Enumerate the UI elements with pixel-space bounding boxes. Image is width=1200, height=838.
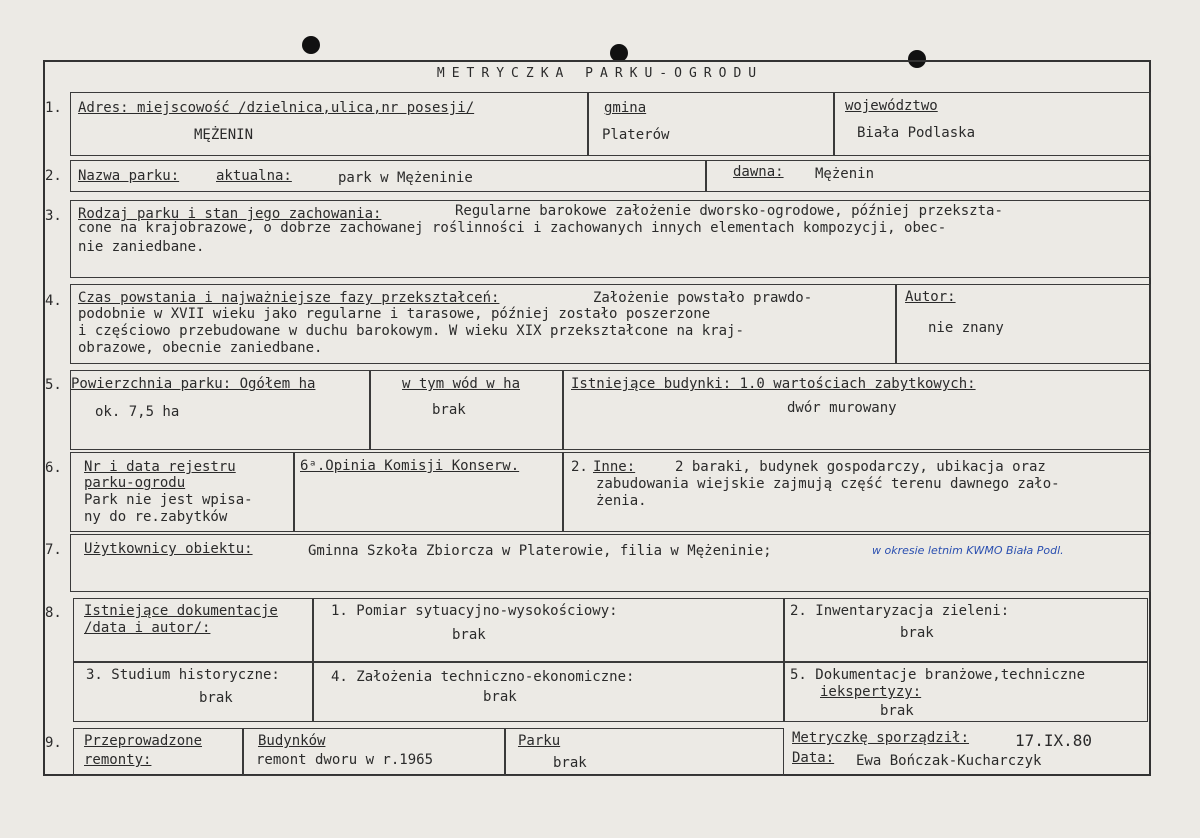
address-value: MĘŻENIN [194,127,254,143]
other-line: 2 baraki, budynek gospodarczy, ubikacja oraz [675,459,1046,475]
prepared-by-label: Metryczkę sporządził: [792,730,970,746]
buildings-value: dwór murowany [787,400,897,416]
historical-study-value: brak [199,690,233,706]
history-line: i częściowo przebudowane w duchu barokowym. W wieku XIX przekształcone na kraj- [78,323,744,339]
history-line: obrazowe, obecnie zaniedbane. [78,340,323,356]
other-label: Inne: [593,459,636,475]
park-renovation-value: brak [553,755,587,771]
history-line: podobnie w XVII wieku jako regularne i tarasowe, później zostało poszerzone [78,306,711,322]
documentation-label: /data i autor/: [84,620,211,636]
park-name-label: Nazwa parku: [78,168,180,184]
history-line: Założenie powstało prawdo- [593,290,813,306]
gmina-label: gmina [604,100,647,116]
technical-label: 4. Założenia techniczno-ekonomiczne: [331,669,635,685]
branch-docs-label: 5. Dokumentacje branżowe,techniczne [790,667,1086,683]
row-number: 7. [45,542,62,558]
handwritten-note: w okresie letnim KWMO Biała Podl. [872,544,1064,557]
park-type-line: Regularne barokowe założenie dworsko-ogrodowe, później przekszta- [455,203,1003,219]
documentation-label: Istniejące dokumentacje [84,603,278,619]
form-title: METRYCZKA PARKU-OGRODU [436,66,764,81]
park-type-label: Rodzaj parku i stan jego zachowania: [78,206,382,222]
register-label: parku-ogrodu [84,475,186,491]
row-number: 1. [45,100,62,116]
water-label: w tym wód w ha [402,376,521,392]
address-label: Adres: miejscowość /dzielnica,ulica,nr posesji/ [78,100,475,116]
prepared-author: Ewa Bończak-Kucharczyk [856,753,1042,769]
opinion-label: 6ᵃ.Opinia Komisji Konserw. [300,458,520,474]
wojewodztwo-label: województwo [845,98,938,114]
buildings-renovation-value: remont dworu w r.1965 [256,752,434,768]
survey-value: brak [452,627,486,643]
current-label: aktualna: [216,168,292,184]
row-number: 5. [45,377,62,393]
former-value: Mężenin [815,166,875,182]
wojewodztwo-value: Biała Podlaska [857,125,976,141]
buildings-renovation-label: Budynków [258,733,326,749]
area-label: Powierzchnia parku: Ogółem ha [71,376,316,392]
users-label: Użytkownicy obiektu: [84,541,253,557]
row-number: 6. [45,460,62,476]
gmina-value: Platerów [602,127,670,143]
users-value: Gminna Szkoła Zbiorcza w Platerowie, filia w Mężeninie; [308,543,772,559]
register-value: ny do re.zabytków [84,509,228,525]
park-type-line: cone na krajobrazowe, o dobrze zachowanej roślinności i zachowanych innych elementach kompozycji, obec- [78,220,947,236]
history-label: Czas powstania i najważniejsze fazy przekształceń: [78,290,500,306]
branch-docs-label: iekspertyzy: [820,684,922,700]
punch-hole [302,36,320,54]
area-value: ok. 7,5 ha [95,404,180,420]
historical-study-label: 3. Studium historyczne: [86,667,280,683]
other-line: zabudowania wiejskie zajmują część terenu dawnego zało- [596,476,1060,492]
register-label: Nr i data rejestru [84,459,236,475]
prepared-date: 17.IX.80 [1015,731,1093,750]
author-value: nie znany [928,320,1004,336]
renovations-label: Przeprowadzone [84,733,203,749]
other-line: żenia. [596,493,647,509]
greenery-label: 2. Inwentaryzacja zieleni: [790,603,1010,619]
branch-docs-value: brak [880,703,914,719]
greenery-value: brak [900,625,934,641]
other-prefix: 2. [571,459,588,475]
buildings-label: Istniejące budynki: 1.0 wartościach zabytkowych: [571,376,976,392]
water-value: brak [432,402,466,418]
row-number: 8. [45,605,62,621]
date-label: Data: [792,750,835,766]
row-number: 2. [45,168,62,184]
renovations-label: remonty: [84,752,152,768]
row-number: 9. [45,735,62,751]
current-value: park w Mężeninie [338,170,473,186]
row-number: 4. [45,293,62,309]
row-number: 3. [45,208,62,224]
technical-value: brak [483,689,517,705]
author-label: Autor: [905,289,956,305]
survey-label: 1. Pomiar sytuacyjno-wysokościowy: [331,603,618,619]
park-type-line: nie zaniedbane. [78,239,205,255]
former-label: dawna: [733,164,784,180]
register-value: Park nie jest wpisa- [84,492,253,508]
park-renovation-label: Parku [518,733,561,749]
